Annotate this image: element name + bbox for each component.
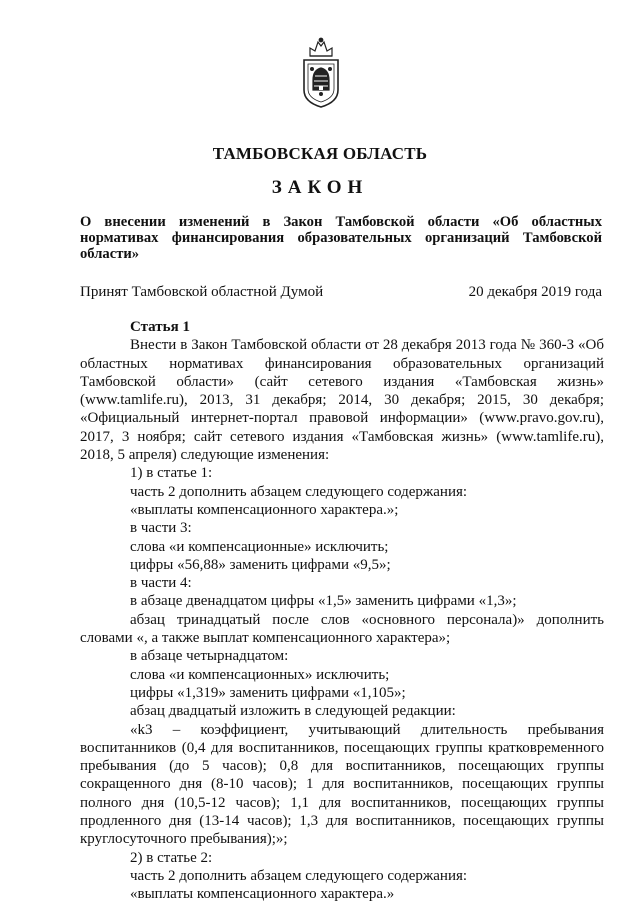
region-title: ТАМБОВСКАЯ ОБЛАСТЬ bbox=[212, 144, 428, 163]
list-item: в абзаце двенадцатом цифры «1,5» заменить цифрами «1,3»; bbox=[130, 593, 517, 610]
list-item: цифры «56,88» заменить цифрами «9,5»; bbox=[130, 556, 391, 573]
list-item: часть 2 дополнить абзацем следующего содержания: bbox=[130, 483, 468, 500]
list-item: цифры «1,319» заменить цифрами «1,105»; bbox=[130, 684, 406, 701]
list-item: слова «и компенсационных» исключить; bbox=[130, 666, 390, 683]
document-type: ЗАКОН bbox=[271, 177, 369, 198]
adopted-date: 20 декабря 2019 года bbox=[468, 284, 602, 300]
list-item: 1) в статье 1: bbox=[130, 465, 213, 482]
list-item: в абзаце четырнадцатом: bbox=[130, 648, 289, 665]
list-item: 2) в статье 2: bbox=[130, 849, 213, 866]
list-item: «выплаты компенсационного характера.» bbox=[130, 886, 395, 903]
law-body bbox=[80, 318, 604, 904]
list-item: «выплаты компенсационного характера.»; bbox=[130, 501, 399, 518]
article-intro: Внести в Закон Тамбовской области от 28 декабря 2013 года № 360-З «Об областных нормативах финансирования образовательных организаций Тамбовской области» (сайт сетевого издания «Тамбовская жизнь» (www.tamlife.ru), 2013, 31 декабря; 2014, 30 декабря; 2015, 30 декабря; «Официальный интернет-портал правовой информации» (www.pravo.gov.ru), 2017, 3 ноября; сайт сетевого издания «Тамбовская жизнь» (www.tamlife.ru), 2018, 5 апреля) следующие изменения: bbox=[80, 337, 604, 464]
list-item: слова «и компенсационные» исключить; bbox=[130, 538, 389, 555]
list-item: абзац тринадцатый после слов «основного персонала)» дополнить словами «, а также выплат компенсационного характера»; bbox=[80, 611, 604, 647]
list-item: часть 2 дополнить абзацем следующего содержания: bbox=[130, 867, 468, 884]
law-subject: О внесении изменений в Закон Тамбовской области «Об областных нормативах финансирования образовательных организаций Тамбовской области» bbox=[80, 214, 602, 262]
adopted-by: Принят Тамбовской областной Думой bbox=[80, 284, 324, 300]
list-item: «k3 – коэффициент, учитывающий длительность пребывания воспитанников (0,4 для воспитанников, посещающих группы кратковременного пребывания (до 5 часов); 0,8 для воспитанников, посещающих группы сокращенного дня (8-10 часов); 1 для воспитанников, посещающих группы полного дня (10,5-12 часов); 1,1 для воспитанников, посещающих группы продленного дня (13-14 часов); 1,3 для воспитанников, посещающих группы круглосуточного пребывания);»; bbox=[80, 721, 604, 848]
list-item: в части 4: bbox=[130, 575, 192, 592]
article-title: Статья 1 bbox=[130, 319, 190, 335]
list-item: абзац двадцатый изложить в следующей редакции: bbox=[130, 703, 456, 720]
tambov-coat-of-arms-icon bbox=[296, 36, 346, 110]
list-item: в части 3: bbox=[130, 520, 192, 537]
